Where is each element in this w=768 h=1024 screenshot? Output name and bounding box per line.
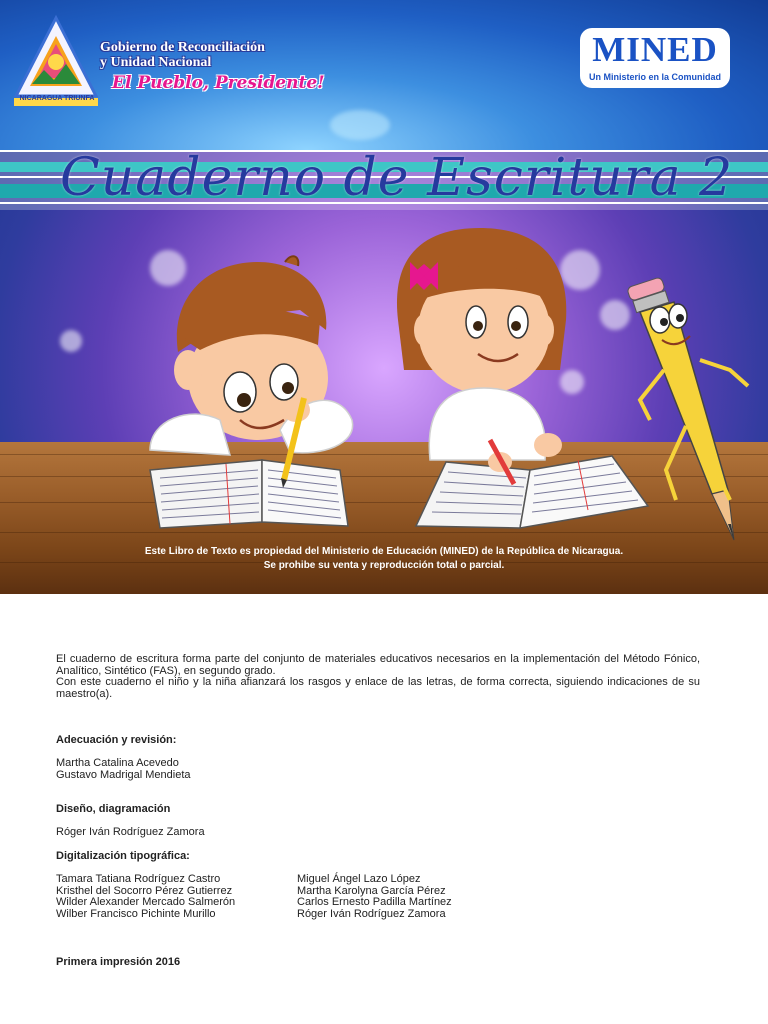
credit-name: Wilder Alexander Mercado Salmerón <box>56 896 236 908</box>
intro-text <box>56 654 700 700</box>
mined-logo-title: MINED <box>592 30 718 69</box>
ownership-notice <box>0 545 768 573</box>
emblem-ribbon-text: NICARAGUA TRIUNFA <box>19 95 95 102</box>
design-heading: Diseño, diagramación <box>56 803 171 815</box>
review-heading: Adecuación y revisión: <box>56 734 177 746</box>
digital-names-col1 <box>56 874 235 920</box>
design-names <box>56 827 205 839</box>
intro-paragraph: Con este cuaderno el niño y la niña afianzará los rasgos y enlace de las letras, de forma correcta, siguiendo indicaciones de su maestro(a). <box>56 676 700 700</box>
credit-name: Martha Catalina Acevedo <box>56 757 179 769</box>
review-names <box>56 758 191 781</box>
ownership-line: Se prohibe su venta y reproducción total o parcial. <box>263 560 505 571</box>
credit-name: Tamara Tatiana Rodríguez Castro <box>56 873 221 885</box>
credit-name: Róger Iván Rodríguez Zamora <box>56 826 205 838</box>
credit-name: Miguel Ángel Lazo López <box>297 873 421 885</box>
credit-name: Wilber Francisco Pichinte Murillo <box>56 907 216 920</box>
credit-name: Carlos Ernesto Padilla Martínez <box>297 896 452 908</box>
government-name-line: Gobierno de Reconciliación <box>100 40 265 55</box>
credit-name: Martha Karolyna García Pérez <box>297 884 446 897</box>
girl-character-icon <box>397 228 566 484</box>
government-slogan: El Pueblo, Presidente! <box>112 73 325 93</box>
right-notebook-icon <box>416 456 648 528</box>
ownership-line: Este Libro de Texto es propiedad del Ministerio de Educación (MINED) de la República de Nicaragua. <box>144 546 624 557</box>
credit-name: Kristhel del Socorro Pérez Gutierrez <box>56 884 233 897</box>
credit-name: Gustavo Madrigal Mendieta <box>56 768 191 781</box>
government-name-line: y Unidad Nacional <box>100 55 212 70</box>
mined-logo-tagline: Un Ministerio en la Comunidad <box>588 72 721 82</box>
digital-names-col2 <box>297 874 452 920</box>
credit-name: Róger Iván Rodríguez Zamora <box>297 907 446 920</box>
edition-line: Primera impresión 2016 <box>56 956 181 968</box>
book-title: Cuaderno de Escritura 2 <box>60 148 734 208</box>
digital-heading: Digitalización tipográfica: <box>56 850 190 862</box>
boy-character-icon <box>150 256 353 488</box>
intro-paragraph: El cuaderno de escritura forma parte del conjunto de materiales educativos necesarios en la implementación del Método Fónico, Analítico, Sintético (FAS), en segundo grado. <box>56 653 700 677</box>
left-notebook-icon <box>150 460 348 528</box>
